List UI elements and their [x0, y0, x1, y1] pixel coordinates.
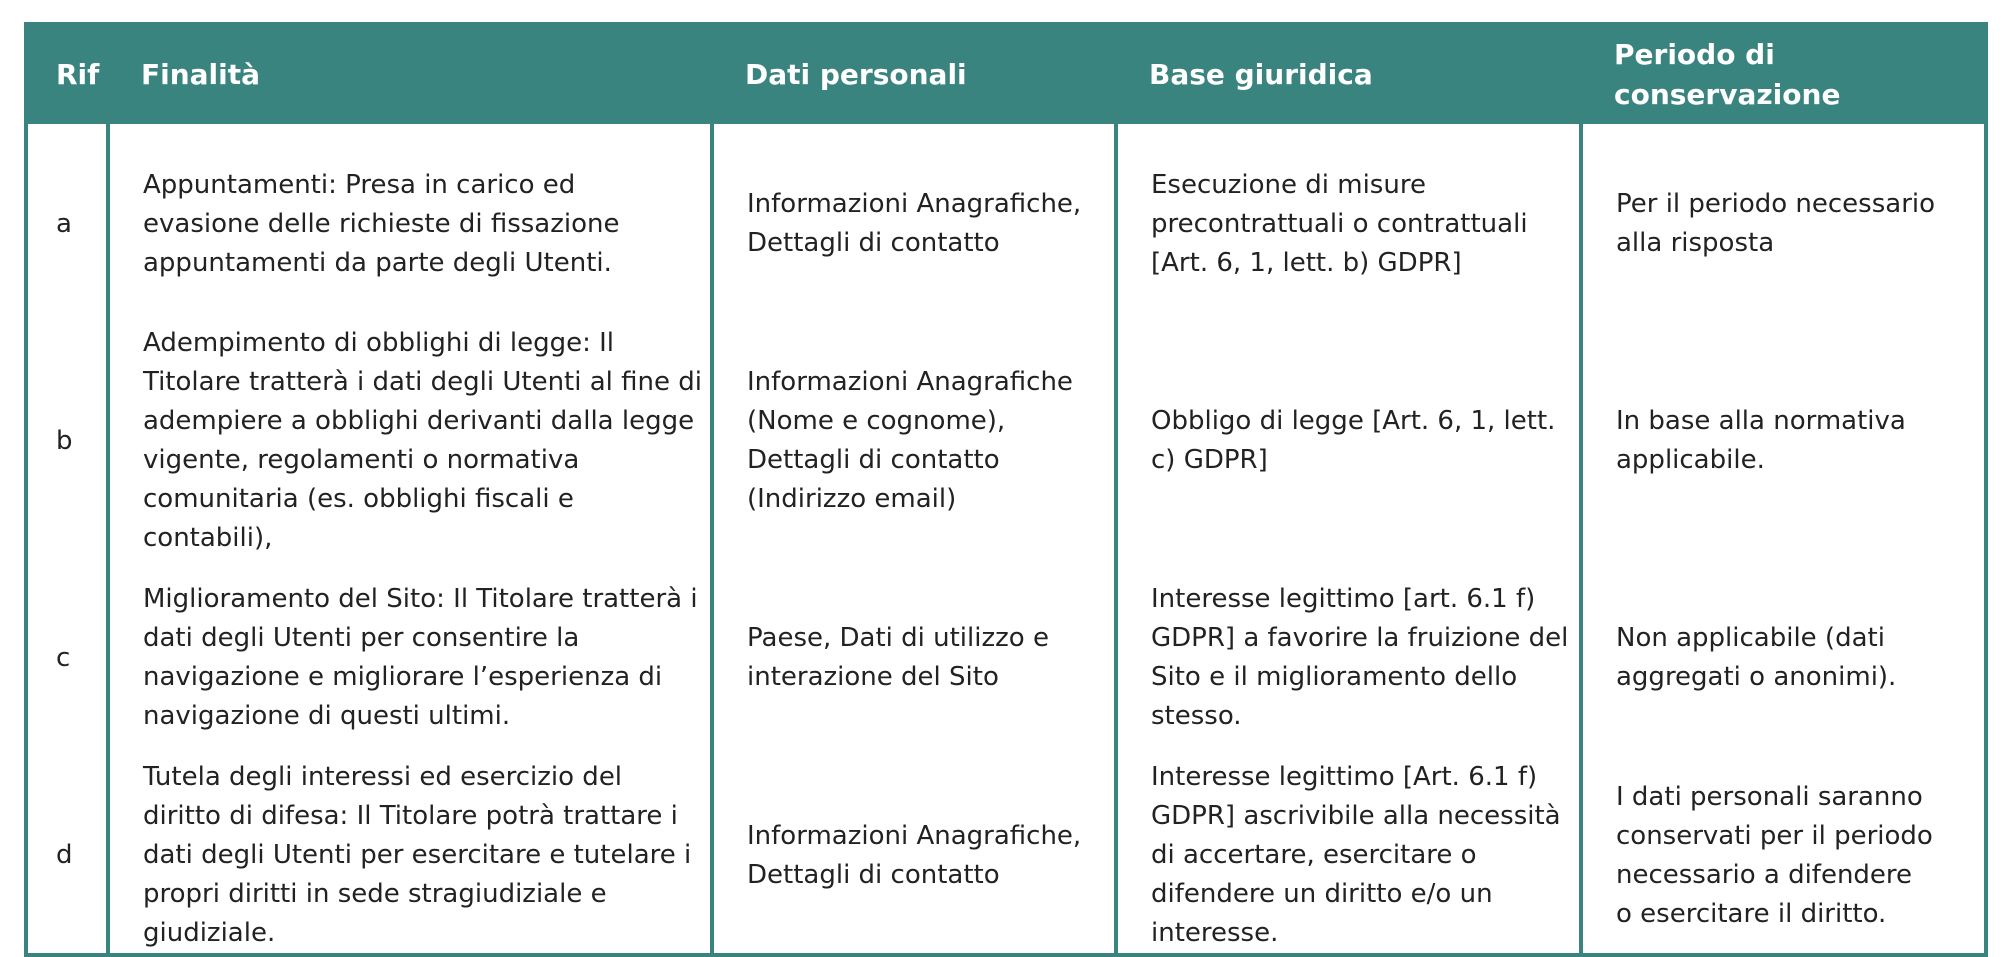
cell-finalita [108, 324, 712, 558]
table-body [26, 124, 1986, 955]
table-header [26, 24, 1986, 124]
privacy-processing-table [24, 22, 1988, 957]
cell-rif: b [26, 324, 108, 558]
dati-text: Paese, Dati di utilizzo e interazione del Sito [747, 623, 1049, 692]
header-base-giuridica: Base giuridica [1116, 24, 1581, 124]
cell-base [1116, 558, 1581, 758]
cell-finalita [108, 558, 712, 758]
header-dati-personali: Dati personali [712, 24, 1116, 124]
cell-periodo [1581, 124, 1986, 324]
dati-text: Informazioni Anagrafiche, Dettagli di contatto [747, 820, 1082, 890]
cell-base [1116, 758, 1581, 955]
cell-finalita [108, 758, 712, 955]
table-row [26, 558, 1986, 758]
finalita-text: Appuntamenti: Presa in carico ed evasione delle richieste di fissazione appuntamenti da parte degli Utenti. [143, 169, 620, 278]
finalita-text: Adempimento di obblighi di legge: Il Titolare tratterà i dati degli Utenti al fine di adempiere a obblighi derivanti dalla legge vigente, regolamenti o normativa comunitaria (es. obblighi fiscali e contabili), [143, 328, 702, 553]
header-periodo-label: Periodo di conservazione [1614, 38, 1841, 111]
cell-rif: c [26, 558, 108, 758]
base-text: Interesse legittimo [art. 6.1 f) GDPR] a favorire la fruizione del Sito e il miglioramento dello stesso. [1151, 584, 1569, 731]
cell-dati [712, 758, 1116, 955]
base-text: Esecuzione di misure precontrattuali o contrattuali [Art. 6, 1, lett. b) GDPR] [1151, 169, 1528, 278]
dati-text: Informazioni Anagrafiche (Nome e cognome), Dettagli di contatto (Indirizzo email) [747, 367, 1073, 514]
cell-periodo [1581, 758, 1986, 955]
periodo-text: Non applicabile (dati aggregati o anonimi). [1616, 623, 1897, 692]
cell-rif: d [26, 758, 108, 955]
base-text: Interesse legittimo [Art. 6.1 f) GDPR] ascrivibile alla necessità di accertare, esercitare o difendere un diritto e/o un interesse. [1151, 762, 1561, 948]
header-periodo-conservazione [1581, 24, 1986, 124]
cell-base [1116, 324, 1581, 558]
cell-periodo [1581, 558, 1986, 758]
base-text: Obbligo di legge [Art. 6, 1, lett. c) GDPR] [1151, 406, 1556, 475]
periodo-text: I dati personali saranno conservati per il periodo necessario a difendere o esercitare il diritto. [1616, 781, 1933, 929]
cell-dati [712, 124, 1116, 324]
periodo-text: Per il periodo necessario alla risposta [1616, 189, 1936, 258]
table-row [26, 324, 1986, 558]
header-finalita: Finalità [108, 24, 712, 124]
cell-finalita [108, 124, 712, 324]
cell-dati [712, 558, 1116, 758]
table-row [26, 124, 1986, 324]
periodo-text: In base alla normativa applicabile. [1616, 406, 1906, 475]
header-row [26, 24, 1986, 124]
finalita-text: Miglioramento del Sito: Il Titolare tratterà i dati degli Utenti per consentire la navigazione e migliorare l’esperienza di navigazione di questi ultimi. [143, 584, 698, 731]
table-row [26, 758, 1986, 955]
cell-periodo [1581, 324, 1986, 558]
cell-rif: a [26, 124, 108, 324]
cell-base [1116, 124, 1581, 324]
cell-dati [712, 324, 1116, 558]
finalita-text: Tutela degli interessi ed esercizio del diritto di difesa: Il Titolare potrà trattare i dati degli Utenti per esercitare e tutelare i propri diritti in sede stragiudiziale e giudiziale. [143, 762, 692, 948]
dati-text: Informazioni Anagrafiche, Dettagli di contatto [747, 189, 1082, 258]
header-rif: Rif [26, 24, 108, 124]
